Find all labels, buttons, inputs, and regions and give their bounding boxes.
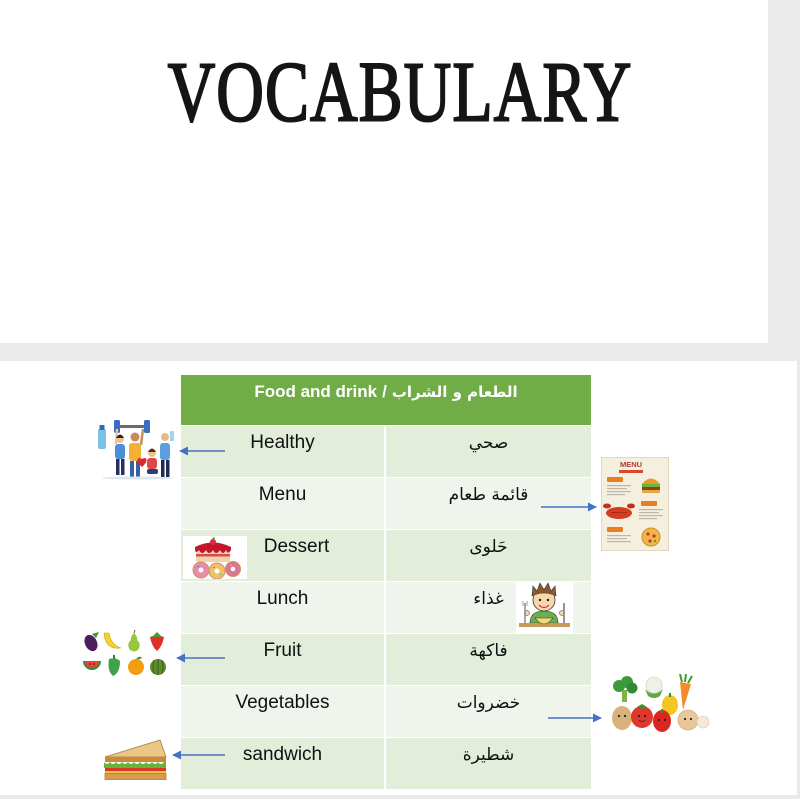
pear — [128, 630, 140, 652]
green-pepper — [109, 655, 121, 676]
tomato-layer — [105, 768, 166, 771]
yellow-donut — [209, 563, 225, 579]
english-word-cell: Healthy — [181, 426, 386, 477]
person-with-bottle — [160, 431, 174, 477]
banana — [104, 633, 121, 648]
menu-card-label: MENU — [619, 460, 643, 469]
table-row — [181, 737, 591, 789]
table-header-arabic: الطعام و الشراب — [391, 383, 518, 401]
dumbbell — [114, 420, 150, 433]
english-word-cell: Vegetables — [181, 686, 386, 737]
garlic — [697, 716, 709, 728]
english-word-cell: Lunch — [181, 582, 386, 633]
orange — [128, 657, 144, 675]
restaurant-menu-image — [601, 457, 669, 551]
eggplant — [82, 632, 100, 653]
arabic-word-cell: خضروات — [456, 693, 521, 713]
english-word-cell: Dessert — [181, 530, 386, 581]
cake-and-donuts-graphic — [183, 536, 247, 579]
fruits-image — [82, 629, 170, 681]
watermelon-slice — [83, 661, 101, 670]
arabic-word-cell: صحي — [468, 433, 509, 453]
bread-crust — [105, 757, 166, 762]
table-row — [181, 425, 591, 477]
table-row — [181, 633, 591, 685]
potato — [612, 706, 632, 730]
table-header-separator: / — [382, 382, 387, 401]
cake-and-donuts-image — [183, 536, 247, 579]
table-header — [181, 375, 591, 425]
top-bread — [105, 740, 166, 757]
onion — [678, 710, 698, 730]
table-header-english: Food and drink — [254, 382, 378, 401]
arabic-word-cell: شطيرة — [462, 745, 515, 765]
english-word-cell: Fruit — [181, 634, 386, 685]
pizza — [642, 528, 660, 546]
strawberry — [150, 632, 164, 651]
boy-eating-lunch-image — [516, 581, 573, 633]
broccoli — [613, 676, 638, 702]
sandwich-graphic — [102, 737, 168, 781]
lettuce — [104, 762, 166, 768]
person-lifting — [115, 429, 125, 475]
table-row — [181, 685, 591, 737]
arabic-word-cell: غذاء — [473, 589, 504, 609]
cauliflower — [645, 677, 663, 698]
tomato — [631, 704, 653, 728]
arabic-word-cell: قائمة طعام — [448, 485, 529, 505]
english-word-cell: sandwich — [181, 738, 386, 789]
bottom-bread — [105, 774, 166, 780]
pink-donut — [193, 562, 209, 578]
vegetables-image — [610, 674, 710, 734]
boy-eating-lunch-graphic — [516, 581, 573, 633]
arabic-word-cell: حَلوى — [469, 537, 508, 557]
berry-donut — [226, 562, 241, 577]
restaurant-menu-graphic — [601, 457, 669, 551]
healthy-people-image — [96, 417, 176, 480]
page-title: VOCABULARY — [167, 44, 633, 140]
english-word-cell: Menu — [181, 478, 386, 529]
carrot — [680, 674, 692, 710]
vegetables-graphic — [610, 674, 710, 734]
melon — [150, 659, 166, 675]
table-row — [181, 477, 591, 529]
slide-title — [0, 0, 768, 343]
arabic-word-cell: فاكهة — [469, 641, 508, 661]
fruits-graphic — [82, 629, 170, 681]
sandwich-image — [102, 737, 168, 781]
person-yellow-shirt — [129, 429, 143, 478]
water-bottle — [98, 425, 106, 449]
healthy-people-graphic — [96, 417, 176, 480]
